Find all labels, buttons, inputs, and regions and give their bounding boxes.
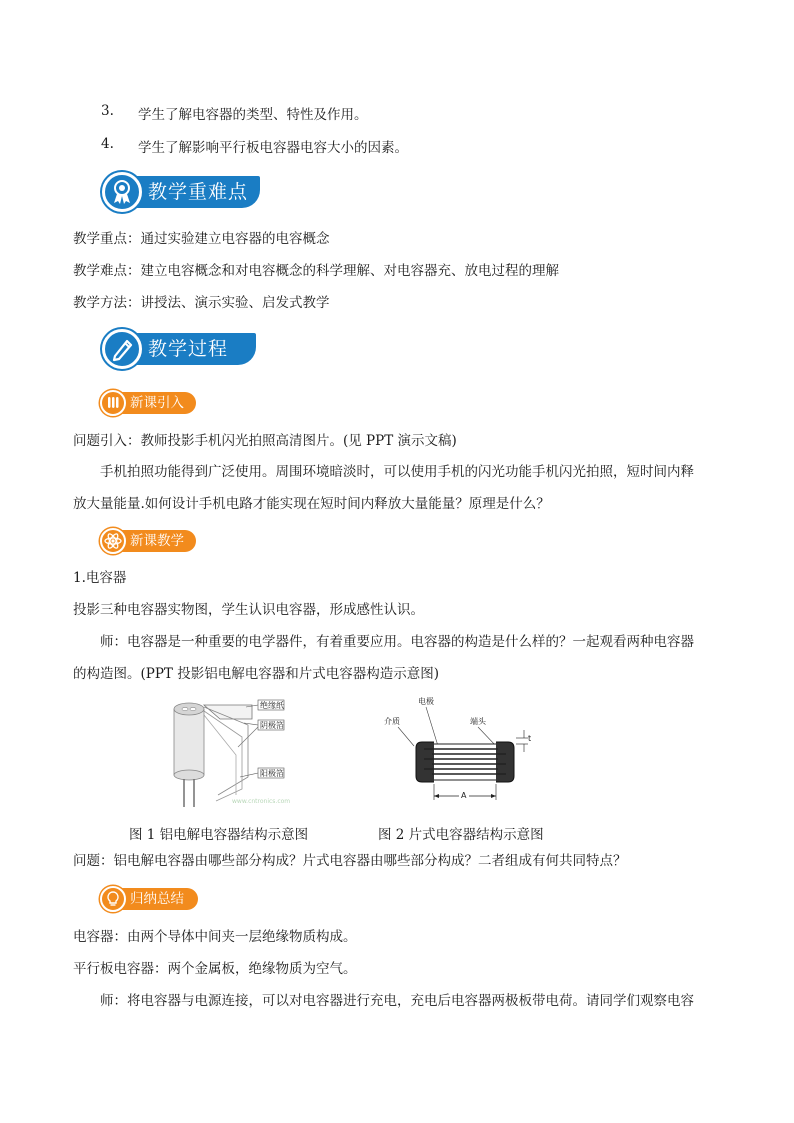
goal-number: 3.: [101, 103, 114, 119]
teaching-method: 教学方法：讲授法、演示实验、启发式教学: [73, 295, 330, 311]
teaching-question: 问题：铝电解电容器由哪些部分构成？片式电容器由哪些部分构成？二者组成有何共同特点？: [73, 853, 627, 869]
summary-paragraph: 师：将电容器与电源连接，可以对电容器进行充电，充电后电容器两极板带电荷。请同学们观察电容: [100, 993, 694, 1009]
atom-icon: [100, 528, 126, 554]
section-title: 教学过程: [122, 333, 256, 365]
section-title: 教学重难点: [122, 176, 260, 208]
figure-caption: 图 2 片式电容器结构示意图: [378, 827, 544, 843]
goal-text: 学生了解影响平行板电容器电容大小的因素。: [138, 140, 408, 156]
intro-paragraph-line: 手机拍照功能得到广泛使用。周围环境暗淡时，可以使用手机的闪光功能手机闪光拍照，短时间内释: [100, 464, 694, 480]
test-tubes-icon: [100, 390, 126, 416]
pencil-icon: [102, 329, 142, 369]
teaching-paragraph-line: 的构造图。(PPT 投影铝电解电容器和片式电容器构造示意图): [73, 666, 439, 682]
fig1-watermark: www.cntronics.com: [232, 798, 291, 805]
goal-number: 4.: [101, 136, 114, 152]
intro-question: 问题引入：教师投影手机闪光拍照高清图片。(见 PPT 演示文稿): [73, 433, 457, 449]
award-ribbon-icon: [102, 172, 142, 212]
goal-text: 学生了解电容器的类型、特性及作用。: [138, 107, 368, 123]
fig2-label: 介质: [384, 717, 400, 726]
figure-caption: 图 1 铝电解电容器结构示意图: [129, 827, 309, 843]
lightbulb-icon: [100, 886, 126, 912]
intro-paragraph-line: 放大量能量.如何设计手机电路才能实现在短时间内释放大量能量？原理是什么？: [73, 496, 550, 512]
fig1-label: 阴极箔: [260, 721, 284, 730]
summary-paragraph: 电容器：由两个导体中间夹一层绝缘物质构成。: [73, 929, 357, 945]
figure-chip-capacitor: [368, 694, 548, 806]
fig2-label: 电极: [418, 697, 434, 706]
section-heading: 1.电容器: [73, 570, 127, 586]
figure-aluminum-capacitor: [160, 697, 320, 809]
fig1-label: 绝缘纸: [260, 701, 284, 710]
fig2-label: 端头: [470, 717, 486, 726]
tag-label: 归纳总结: [112, 888, 198, 910]
teaching-difficulty: 教学难点：建立电容概念和对电容概念的科学理解、对电容器充、放电过程的理解: [73, 263, 559, 279]
fig2-label: A: [461, 791, 467, 800]
teaching-paragraph-line: 师：电容器是一种重要的电学器件，有着重要应用。电容器的构造是什么样的？一起观看两种电容器: [100, 634, 694, 650]
fig1-label: 阳极箔: [260, 769, 284, 778]
teaching-focus: 教学重点：通过实验建立电容器的电容概念: [73, 231, 330, 247]
summary-paragraph: 平行板电容器：两个金属板，绝缘物质为空气。: [73, 961, 357, 977]
tag-label: 新课引入: [112, 392, 196, 414]
fig2-label: t: [528, 734, 532, 743]
tag-label: 新课教学: [112, 530, 196, 552]
teaching-paragraph: 投影三种电容器实物图，学生认识电容器，形成感性认识。: [73, 602, 424, 618]
